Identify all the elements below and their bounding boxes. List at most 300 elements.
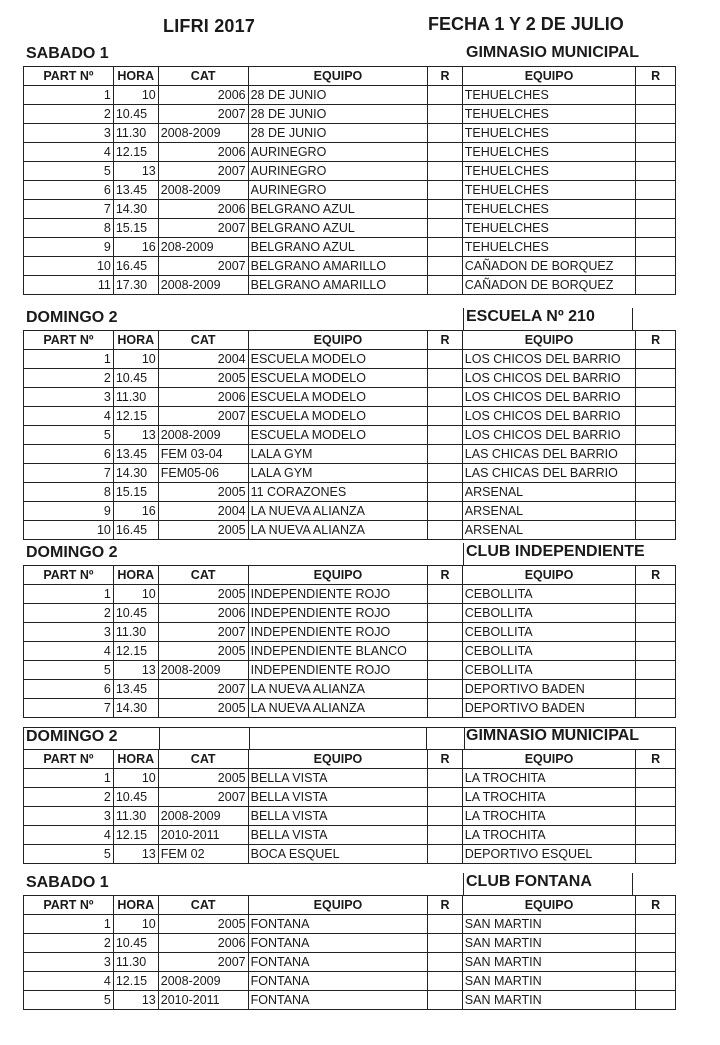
away-result [636, 162, 676, 181]
away-team: LOS CHICOS DEL BARRIO [462, 369, 635, 388]
match-time: 10.45 [113, 604, 158, 623]
home-result [428, 369, 462, 388]
day-label: DOMINGO 2 [26, 728, 118, 745]
table-row [24, 200, 676, 219]
table-row [24, 972, 676, 991]
match-number: 5 [24, 162, 114, 181]
match-number: 10 [24, 257, 114, 276]
match-category: 2004 [158, 350, 248, 369]
away-result [636, 585, 676, 604]
table-row [24, 521, 676, 540]
col-header-result-home: R [428, 750, 462, 769]
home-team: LA NUEVA ALIANZA [248, 502, 428, 521]
match-number: 4 [24, 826, 114, 845]
match-time: 16.45 [113, 521, 158, 540]
table-header-row [24, 331, 676, 350]
away-result [636, 680, 676, 699]
home-result [428, 445, 462, 464]
match-number: 6 [24, 181, 114, 200]
match-time: 11.30 [113, 124, 158, 143]
home-team: LALA GYM [248, 464, 428, 483]
document-date: FECHA 1 Y 2 DE JULIO [428, 14, 624, 34]
match-number: 3 [24, 807, 114, 826]
home-result [428, 464, 462, 483]
match-number: 7 [24, 464, 114, 483]
home-result [428, 953, 462, 972]
table-row [24, 464, 676, 483]
match-time: 11.30 [113, 388, 158, 407]
col-header-result-home: R [428, 67, 462, 86]
match-category: 2008-2009 [158, 807, 248, 826]
col-header-result-away: R [636, 566, 676, 585]
away-result [636, 521, 676, 540]
match-category: 2010-2011 [158, 991, 248, 1010]
table-row [24, 350, 676, 369]
match-time: 14.30 [113, 699, 158, 718]
col-header-hora: HORA [113, 750, 158, 769]
schedule-table [23, 895, 676, 1010]
match-time: 10 [113, 86, 158, 105]
col-header-cat: CAT [158, 566, 248, 585]
away-result [636, 769, 676, 788]
table-row [24, 143, 676, 162]
match-category: 2006 [158, 388, 248, 407]
home-result [428, 661, 462, 680]
home-result [428, 200, 462, 219]
away-team: SAN MARTIN [462, 953, 635, 972]
home-result [428, 991, 462, 1010]
away-team: ARSENAL [462, 521, 635, 540]
table-row [24, 502, 676, 521]
home-team: INDEPENDIENTE BLANCO [248, 642, 428, 661]
col-header-hora: HORA [113, 331, 158, 350]
match-time: 12.15 [113, 143, 158, 162]
away-result [636, 934, 676, 953]
match-category: 2007 [158, 105, 248, 124]
match-time: 13 [113, 661, 158, 680]
match-time: 16 [113, 238, 158, 257]
match-number: 3 [24, 388, 114, 407]
schedule-section [23, 727, 676, 864]
home-team: INDEPENDIENTE ROJO [248, 623, 428, 642]
match-number: 9 [24, 502, 114, 521]
table-row [24, 934, 676, 953]
home-team: ESCUELA MODELO [248, 426, 428, 445]
away-team: TEHUELCHES [462, 105, 635, 124]
match-category: 2005 [158, 699, 248, 718]
match-category: 2005 [158, 585, 248, 604]
match-time: 16 [113, 502, 158, 521]
match-time: 12.15 [113, 642, 158, 661]
home-team: BELGRANO AZUL [248, 219, 428, 238]
col-header-equipo-away: EQUIPO [462, 331, 635, 350]
away-team: TEHUELCHES [462, 124, 635, 143]
col-header-equipo-away: EQUIPO [462, 750, 635, 769]
match-number: 1 [24, 350, 114, 369]
away-team: SAN MARTIN [462, 972, 635, 991]
match-time: 10.45 [113, 105, 158, 124]
match-time: 11.30 [113, 623, 158, 642]
home-team: FONTANA [248, 972, 428, 991]
match-number: 5 [24, 426, 114, 445]
match-time: 12.15 [113, 826, 158, 845]
home-team: BOCA ESQUEL [248, 845, 428, 864]
home-result [428, 426, 462, 445]
day-label: SABADO 1 [26, 874, 109, 891]
match-time: 17.30 [113, 276, 158, 295]
schedule-section [23, 873, 676, 1010]
match-number: 5 [24, 845, 114, 864]
match-time: 10 [113, 915, 158, 934]
venue-label: CLUB FONTANA [466, 873, 592, 890]
match-time: 10 [113, 350, 158, 369]
day-label: DOMINGO 2 [26, 544, 118, 561]
match-category: FEM 02 [158, 845, 248, 864]
home-team: LA NUEVA ALIANZA [248, 699, 428, 718]
match-time: 12.15 [113, 972, 158, 991]
match-number: 3 [24, 124, 114, 143]
home-team: AURINEGRO [248, 162, 428, 181]
match-number: 8 [24, 483, 114, 502]
table-row [24, 426, 676, 445]
table-row [24, 407, 676, 426]
away-result [636, 426, 676, 445]
col-header-result-home: R [428, 896, 462, 915]
away-team: ARSENAL [462, 483, 635, 502]
away-team: LA TROCHITA [462, 826, 635, 845]
away-result [636, 788, 676, 807]
schedule-table [23, 66, 676, 295]
table-row [24, 105, 676, 124]
away-team: DEPORTIVO ESQUEL [462, 845, 635, 864]
home-result [428, 219, 462, 238]
away-result [636, 219, 676, 238]
section-title-row [23, 543, 676, 565]
away-team: LOS CHICOS DEL BARRIO [462, 388, 635, 407]
table-row [24, 680, 676, 699]
match-time: 13.45 [113, 445, 158, 464]
home-result [428, 350, 462, 369]
col-header-equipo-home: EQUIPO [248, 566, 428, 585]
home-result [428, 257, 462, 276]
away-team: CEBOLLITA [462, 585, 635, 604]
match-time: 16.45 [113, 257, 158, 276]
home-team: BELGRANO AZUL [248, 238, 428, 257]
home-result [428, 972, 462, 991]
home-result [428, 105, 462, 124]
match-time: 11.30 [113, 807, 158, 826]
match-number: 7 [24, 200, 114, 219]
schedule-section [23, 308, 676, 540]
match-category: FEM 03-04 [158, 445, 248, 464]
away-result [636, 699, 676, 718]
match-number: 5 [24, 661, 114, 680]
home-result [428, 238, 462, 257]
match-category: 208-2009 [158, 238, 248, 257]
table-row [24, 953, 676, 972]
match-number: 3 [24, 953, 114, 972]
match-category: FEM05-06 [158, 464, 248, 483]
home-team: INDEPENDIENTE ROJO [248, 661, 428, 680]
col-header-hora: HORA [113, 67, 158, 86]
match-time: 10 [113, 585, 158, 604]
home-result [428, 623, 462, 642]
col-header-hora: HORA [113, 896, 158, 915]
match-time: 10 [113, 769, 158, 788]
table-header-row [24, 896, 676, 915]
col-header-part: PART Nº [24, 896, 114, 915]
away-team: LA TROCHITA [462, 807, 635, 826]
match-number: 4 [24, 972, 114, 991]
col-header-equipo-away: EQUIPO [462, 896, 635, 915]
col-header-part: PART Nº [24, 67, 114, 86]
away-team: SAN MARTIN [462, 915, 635, 934]
home-result [428, 642, 462, 661]
home-result [428, 124, 462, 143]
match-time: 14.30 [113, 200, 158, 219]
home-result [428, 604, 462, 623]
home-team: FONTANA [248, 915, 428, 934]
venue-label: ESCUELA Nº 210 [466, 308, 595, 325]
home-team: FONTANA [248, 934, 428, 953]
match-category: 2005 [158, 642, 248, 661]
match-category: 2006 [158, 143, 248, 162]
table-header-row [24, 67, 676, 86]
table-row [24, 238, 676, 257]
away-result [636, 445, 676, 464]
match-category: 2007 [158, 162, 248, 181]
away-team: LA TROCHITA [462, 788, 635, 807]
table-row [24, 826, 676, 845]
section-title-row [23, 727, 676, 749]
match-number: 1 [24, 915, 114, 934]
match-time: 10.45 [113, 934, 158, 953]
match-time: 11.30 [113, 953, 158, 972]
home-result [428, 502, 462, 521]
home-result [428, 162, 462, 181]
away-team: LOS CHICOS DEL BARRIO [462, 426, 635, 445]
schedule-table [23, 749, 676, 864]
table-row [24, 769, 676, 788]
away-team: CEBOLLITA [462, 661, 635, 680]
match-number: 1 [24, 769, 114, 788]
match-number: 4 [24, 642, 114, 661]
table-row [24, 604, 676, 623]
away-team: LOS CHICOS DEL BARRIO [462, 407, 635, 426]
home-team: 28 DE JUNIO [248, 124, 428, 143]
away-result [636, 972, 676, 991]
table-row [24, 642, 676, 661]
home-team: AURINEGRO [248, 181, 428, 200]
match-number: 2 [24, 105, 114, 124]
col-header-result-home: R [428, 331, 462, 350]
home-result [428, 680, 462, 699]
away-result [636, 105, 676, 124]
match-time: 13.45 [113, 680, 158, 699]
page-header [0, 10, 720, 40]
venue-label: CLUB INDEPENDIENTE [466, 543, 645, 560]
away-team: CEBOLLITA [462, 604, 635, 623]
match-time: 13 [113, 991, 158, 1010]
away-result [636, 350, 676, 369]
away-team: CAÑADON DE BORQUEZ [462, 276, 635, 295]
match-number: 6 [24, 445, 114, 464]
match-number: 8 [24, 219, 114, 238]
home-team: BELGRANO AZUL [248, 200, 428, 219]
match-number: 11 [24, 276, 114, 295]
away-team: CEBOLLITA [462, 642, 635, 661]
home-team: BELLA VISTA [248, 788, 428, 807]
col-header-result-away: R [636, 750, 676, 769]
table-row [24, 483, 676, 502]
home-team: ESCUELA MODELO [248, 388, 428, 407]
col-header-cat: CAT [158, 896, 248, 915]
home-team: LALA GYM [248, 445, 428, 464]
table-row [24, 219, 676, 238]
home-result [428, 699, 462, 718]
away-team: DEPORTIVO BADEN [462, 680, 635, 699]
away-result [636, 143, 676, 162]
day-label: SABADO 1 [26, 45, 109, 62]
table-row [24, 181, 676, 200]
away-result [636, 257, 676, 276]
section-title-row [23, 308, 676, 330]
away-team: TEHUELCHES [462, 238, 635, 257]
match-category: 2006 [158, 86, 248, 105]
away-result [636, 276, 676, 295]
document-title: LIFRI 2017 [163, 16, 256, 36]
table-row [24, 788, 676, 807]
away-result [636, 181, 676, 200]
match-category: 2008-2009 [158, 276, 248, 295]
home-result [428, 407, 462, 426]
home-result [428, 483, 462, 502]
col-header-part: PART Nº [24, 750, 114, 769]
away-team: CAÑADON DE BORQUEZ [462, 257, 635, 276]
home-result [428, 807, 462, 826]
schedule-table [23, 330, 676, 540]
table-row [24, 86, 676, 105]
col-header-equipo-home: EQUIPO [248, 896, 428, 915]
match-time: 13 [113, 845, 158, 864]
home-team: 11 CORAZONES [248, 483, 428, 502]
home-result [428, 276, 462, 295]
home-team: BELGRANO AMARILLO [248, 276, 428, 295]
col-header-result-away: R [636, 331, 676, 350]
away-team: TEHUELCHES [462, 143, 635, 162]
home-team: BELLA VISTA [248, 807, 428, 826]
away-result [636, 991, 676, 1010]
away-team: TEHUELCHES [462, 162, 635, 181]
home-team: 28 DE JUNIO [248, 86, 428, 105]
table-row [24, 623, 676, 642]
home-result [428, 585, 462, 604]
match-number: 5 [24, 991, 114, 1010]
match-number: 2 [24, 369, 114, 388]
match-time: 12.15 [113, 407, 158, 426]
table-row [24, 276, 676, 295]
away-result [636, 807, 676, 826]
match-category: 2007 [158, 953, 248, 972]
away-team: TEHUELCHES [462, 86, 635, 105]
match-category: 2005 [158, 915, 248, 934]
match-category: 2005 [158, 769, 248, 788]
schedule-section [23, 44, 676, 295]
match-category: 2007 [158, 680, 248, 699]
away-result [636, 661, 676, 680]
match-time: 10.45 [113, 788, 158, 807]
match-number: 9 [24, 238, 114, 257]
day-label: DOMINGO 2 [26, 309, 118, 326]
home-result [428, 826, 462, 845]
home-result [428, 845, 462, 864]
home-team: LA NUEVA ALIANZA [248, 521, 428, 540]
match-category: 2006 [158, 604, 248, 623]
home-result [428, 934, 462, 953]
match-category: 2007 [158, 407, 248, 426]
away-result [636, 238, 676, 257]
home-team: BELLA VISTA [248, 826, 428, 845]
table-row [24, 162, 676, 181]
col-header-part: PART Nº [24, 331, 114, 350]
away-team: LAS CHICAS DEL BARRIO [462, 445, 635, 464]
table-row [24, 991, 676, 1010]
home-team: INDEPENDIENTE ROJO [248, 585, 428, 604]
table-row [24, 915, 676, 934]
match-category: 2005 [158, 369, 248, 388]
home-team: 28 DE JUNIO [248, 105, 428, 124]
schedule-section [23, 543, 676, 718]
match-time: 15.15 [113, 483, 158, 502]
away-result [636, 845, 676, 864]
match-category: 2008-2009 [158, 124, 248, 143]
match-number: 3 [24, 623, 114, 642]
away-result [636, 502, 676, 521]
col-header-part: PART Nº [24, 566, 114, 585]
match-number: 10 [24, 521, 114, 540]
match-number: 2 [24, 934, 114, 953]
match-category: 2007 [158, 788, 248, 807]
away-result [636, 623, 676, 642]
col-header-cat: CAT [158, 750, 248, 769]
home-result [428, 388, 462, 407]
away-team: TEHUELCHES [462, 200, 635, 219]
home-team: BELGRANO AMARILLO [248, 257, 428, 276]
away-result [636, 604, 676, 623]
match-time: 13 [113, 162, 158, 181]
table-row [24, 699, 676, 718]
away-team: SAN MARTIN [462, 934, 635, 953]
home-team: LA NUEVA ALIANZA [248, 680, 428, 699]
home-result [428, 86, 462, 105]
home-team: INDEPENDIENTE ROJO [248, 604, 428, 623]
match-category: 2005 [158, 483, 248, 502]
away-team: ARSENAL [462, 502, 635, 521]
table-row [24, 388, 676, 407]
home-result [428, 143, 462, 162]
match-number: 1 [24, 585, 114, 604]
match-number: 4 [24, 407, 114, 426]
away-result [636, 388, 676, 407]
col-header-equipo-away: EQUIPO [462, 67, 635, 86]
away-result [636, 464, 676, 483]
home-result [428, 181, 462, 200]
away-result [636, 200, 676, 219]
section-title-row [23, 873, 676, 895]
home-team: ESCUELA MODELO [248, 407, 428, 426]
away-team: TEHUELCHES [462, 181, 635, 200]
match-category: 2005 [158, 521, 248, 540]
